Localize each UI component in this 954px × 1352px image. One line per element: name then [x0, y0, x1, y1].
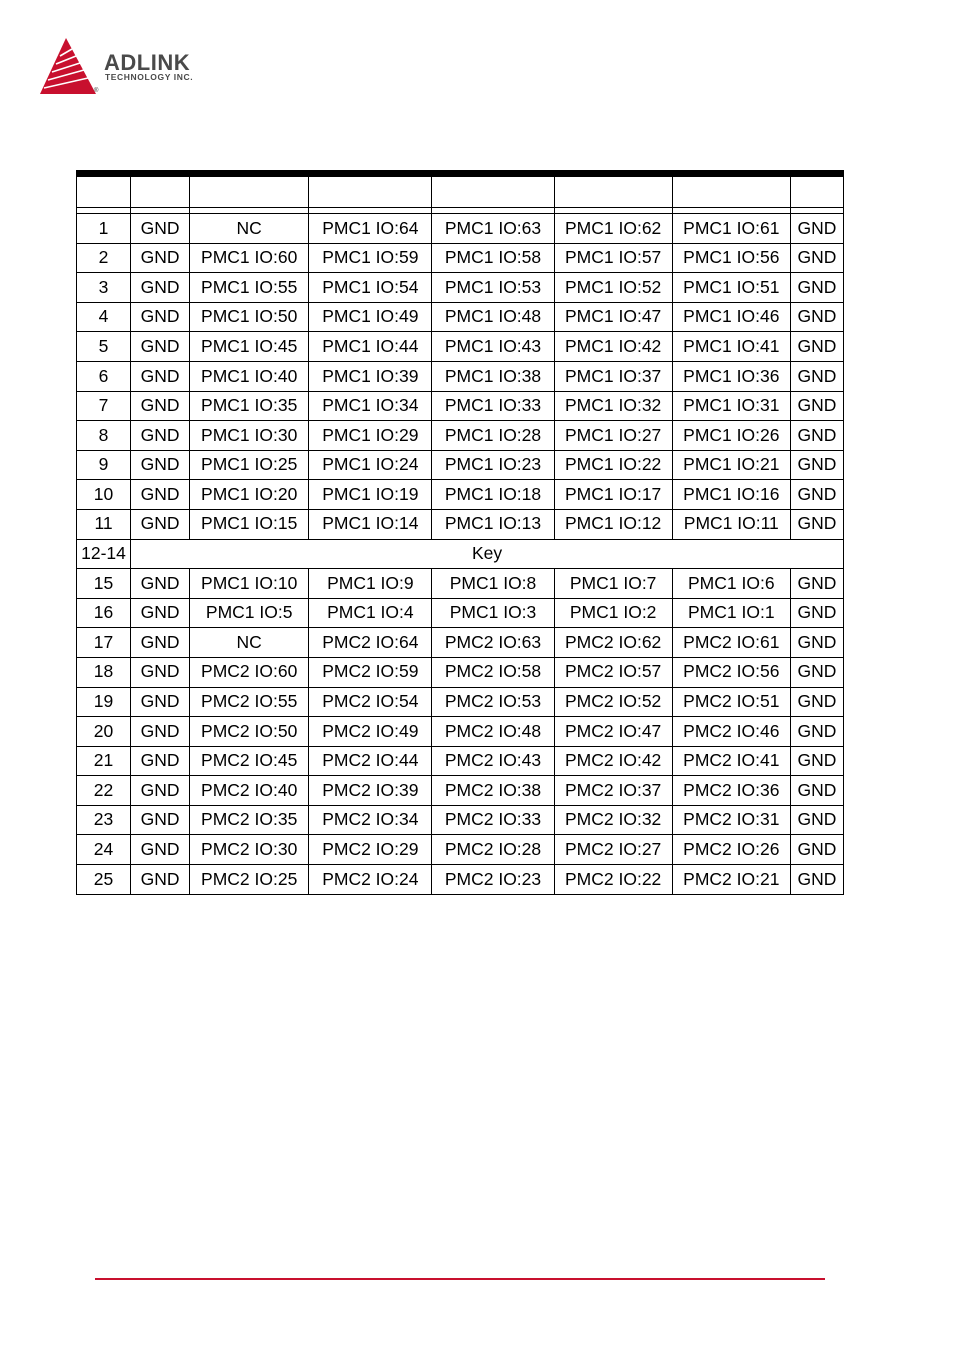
signal-cell: PMC2 IO:30 — [190, 835, 309, 865]
signal-cell: GND — [790, 835, 843, 865]
signal-cell: PMC2 IO:53 — [432, 687, 554, 717]
signal-cell: GND — [131, 805, 190, 835]
signal-cell: PMC1 IO:62 — [554, 214, 672, 244]
signal-cell: GND — [131, 480, 190, 510]
signal-cell: GND — [790, 450, 843, 480]
signal-cell: GND — [131, 657, 190, 687]
table-row — [77, 539, 844, 569]
signal-cell: PMC2 IO:32 — [554, 805, 672, 835]
signal-cell: PMC2 IO:35 — [190, 805, 309, 835]
pin-number-cell: 23 — [77, 805, 131, 835]
signal-cell: GND — [790, 302, 843, 332]
signal-cell: GND — [131, 569, 190, 599]
signal-cell: PMC2 IO:44 — [309, 746, 432, 776]
table-row — [77, 302, 844, 332]
signal-cell: PMC1 IO:2 — [554, 598, 672, 628]
signal-cell: PMC2 IO:43 — [432, 746, 554, 776]
signal-cell: GND — [131, 776, 190, 806]
pin-number-cell: 4 — [77, 302, 131, 332]
signal-cell: NC — [190, 214, 309, 244]
pin-number-cell: 2 — [77, 243, 131, 273]
signal-cell: PMC2 IO:56 — [672, 657, 790, 687]
signal-cell: GND — [131, 273, 190, 303]
signal-cell: PMC2 IO:41 — [672, 746, 790, 776]
signal-cell: GND — [131, 687, 190, 717]
signal-cell: GND — [131, 509, 190, 539]
table-row — [77, 421, 844, 451]
signal-cell: PMC1 IO:47 — [554, 302, 672, 332]
signal-cell: PMC2 IO:55 — [190, 687, 309, 717]
table-row — [77, 657, 844, 687]
table-row — [77, 746, 844, 776]
signal-cell: PMC1 IO:39 — [309, 361, 432, 391]
signal-cell: PMC1 IO:1 — [672, 598, 790, 628]
signal-cell: PMC2 IO:63 — [432, 628, 554, 658]
signal-cell: GND — [790, 509, 843, 539]
signal-cell: PMC2 IO:57 — [554, 657, 672, 687]
header-cell — [77, 177, 131, 208]
header-cell — [554, 177, 672, 208]
table-row — [77, 835, 844, 865]
pin-number-cell: 10 — [77, 480, 131, 510]
table-row — [77, 480, 844, 510]
pin-number-cell: 16 — [77, 598, 131, 628]
pin-number-cell: 12-14 — [77, 539, 131, 569]
signal-cell: PMC2 IO:59 — [309, 657, 432, 687]
signal-cell: GND — [131, 835, 190, 865]
signal-cell: GND — [131, 391, 190, 421]
signal-cell: PMC2 IO:40 — [190, 776, 309, 806]
signal-cell: PMC1 IO:57 — [554, 243, 672, 273]
signal-cell: GND — [131, 450, 190, 480]
signal-cell: PMC2 IO:54 — [309, 687, 432, 717]
pin-number-cell: 15 — [77, 569, 131, 599]
signal-cell: PMC2 IO:34 — [309, 805, 432, 835]
table-row — [77, 214, 844, 244]
signal-cell: PMC2 IO:28 — [432, 835, 554, 865]
signal-cell: PMC2 IO:60 — [190, 657, 309, 687]
signal-cell: PMC2 IO:46 — [672, 717, 790, 747]
header-cell — [131, 177, 190, 208]
footer-rule — [95, 1278, 825, 1280]
table-row — [77, 687, 844, 717]
signal-cell: PMC2 IO:48 — [432, 717, 554, 747]
signal-cell: GND — [790, 687, 843, 717]
signal-cell: PMC1 IO:24 — [309, 450, 432, 480]
signal-cell: GND — [131, 421, 190, 451]
signal-cell: PMC1 IO:15 — [190, 509, 309, 539]
signal-cell: PMC2 IO:37 — [554, 776, 672, 806]
signal-cell: PMC1 IO:64 — [309, 214, 432, 244]
signal-cell: GND — [790, 717, 843, 747]
table-row — [77, 509, 844, 539]
signal-cell: PMC1 IO:5 — [190, 598, 309, 628]
signal-cell: GND — [131, 717, 190, 747]
company-logo — [38, 36, 238, 100]
signal-cell: PMC2 IO:39 — [309, 776, 432, 806]
signal-cell: PMC1 IO:6 — [672, 569, 790, 599]
signal-cell: GND — [131, 598, 190, 628]
table-row — [77, 243, 844, 273]
signal-cell: PMC1 IO:27 — [554, 421, 672, 451]
signal-cell: GND — [790, 746, 843, 776]
pin-number-cell: 1 — [77, 214, 131, 244]
signal-cell: PMC1 IO:38 — [432, 361, 554, 391]
header-cell — [432, 177, 554, 208]
signal-cell: PMC2 IO:33 — [432, 805, 554, 835]
signal-cell: PMC2 IO:50 — [190, 717, 309, 747]
signal-cell: PMC1 IO:20 — [190, 480, 309, 510]
signal-cell: PMC1 IO:29 — [309, 421, 432, 451]
table-header-row — [77, 177, 844, 208]
signal-cell: PMC2 IO:58 — [432, 657, 554, 687]
signal-cell: PMC1 IO:19 — [309, 480, 432, 510]
signal-cell: PMC1 IO:58 — [432, 243, 554, 273]
adlink-triangle-icon — [38, 36, 98, 98]
signal-cell: PMC1 IO:17 — [554, 480, 672, 510]
table-row — [77, 391, 844, 421]
signal-cell: PMC1 IO:53 — [432, 273, 554, 303]
signal-cell: PMC2 IO:64 — [309, 628, 432, 658]
table-row — [77, 805, 844, 835]
signal-cell: PMC2 IO:36 — [672, 776, 790, 806]
signal-cell: GND — [790, 214, 843, 244]
signal-cell: PMC1 IO:43 — [432, 332, 554, 362]
signal-cell: PMC1 IO:33 — [432, 391, 554, 421]
pin-assignment-table — [76, 170, 844, 895]
table-row — [77, 628, 844, 658]
signal-cell: NC — [190, 628, 309, 658]
signal-cell: GND — [790, 776, 843, 806]
signal-cell: PMC2 IO:25 — [190, 865, 309, 895]
signal-cell: PMC1 IO:48 — [432, 302, 554, 332]
signal-cell: PMC2 IO:26 — [672, 835, 790, 865]
table-row — [77, 273, 844, 303]
pin-number-cell: 5 — [77, 332, 131, 362]
signal-cell: GND — [131, 628, 190, 658]
pin-number-cell: 25 — [77, 865, 131, 895]
signal-cell: PMC2 IO:62 — [554, 628, 672, 658]
signal-cell: PMC2 IO:49 — [309, 717, 432, 747]
table-row — [77, 569, 844, 599]
signal-cell: PMC2 IO:45 — [190, 746, 309, 776]
signal-cell: PMC1 IO:25 — [190, 450, 309, 480]
registered-mark: ® — [94, 88, 99, 94]
signal-cell: PMC1 IO:16 — [672, 480, 790, 510]
signal-cell: PMC1 IO:12 — [554, 509, 672, 539]
pin-number-cell: 11 — [77, 509, 131, 539]
signal-cell: GND — [131, 243, 190, 273]
signal-cell: PMC1 IO:35 — [190, 391, 309, 421]
signal-cell: PMC1 IO:23 — [432, 450, 554, 480]
signal-cell: PMC1 IO:22 — [554, 450, 672, 480]
signal-cell: PMC1 IO:13 — [432, 509, 554, 539]
signal-cell: GND — [790, 805, 843, 835]
signal-cell: PMC1 IO:14 — [309, 509, 432, 539]
signal-cell: PMC2 IO:42 — [554, 746, 672, 776]
table-row — [77, 450, 844, 480]
pin-number-cell: 3 — [77, 273, 131, 303]
signal-cell: PMC1 IO:30 — [190, 421, 309, 451]
signal-cell: PMC1 IO:28 — [432, 421, 554, 451]
header-cell — [790, 177, 843, 208]
signal-cell: PMC2 IO:38 — [432, 776, 554, 806]
signal-cell: PMC1 IO:36 — [672, 361, 790, 391]
pin-number-cell: 9 — [77, 450, 131, 480]
signal-cell: PMC2 IO:24 — [309, 865, 432, 895]
signal-cell: PMC1 IO:52 — [554, 273, 672, 303]
signal-cell: PMC2 IO:21 — [672, 865, 790, 895]
signal-cell: GND — [790, 657, 843, 687]
signal-cell: GND — [131, 746, 190, 776]
signal-cell: GND — [790, 569, 843, 599]
signal-cell: GND — [790, 421, 843, 451]
pin-number-cell: 8 — [77, 421, 131, 451]
signal-cell: PMC1 IO:59 — [309, 243, 432, 273]
key-cell: Key — [131, 539, 844, 569]
table-row — [77, 332, 844, 362]
signal-cell: PMC2 IO:31 — [672, 805, 790, 835]
signal-cell: PMC1 IO:8 — [432, 569, 554, 599]
signal-cell: PMC2 IO:29 — [309, 835, 432, 865]
signal-cell: GND — [790, 391, 843, 421]
brand-tagline: TECHNOLOGY INC. — [105, 72, 194, 82]
table-row — [77, 776, 844, 806]
signal-cell: GND — [131, 302, 190, 332]
pin-number-cell: 7 — [77, 391, 131, 421]
signal-cell: PMC1 IO:56 — [672, 243, 790, 273]
signal-cell: GND — [790, 243, 843, 273]
signal-cell: PMC1 IO:51 — [672, 273, 790, 303]
signal-cell: PMC1 IO:54 — [309, 273, 432, 303]
signal-cell: PMC1 IO:31 — [672, 391, 790, 421]
signal-cell: PMC1 IO:42 — [554, 332, 672, 362]
table-row — [77, 717, 844, 747]
signal-cell: PMC2 IO:22 — [554, 865, 672, 895]
signal-cell: PMC1 IO:10 — [190, 569, 309, 599]
signal-cell: PMC1 IO:34 — [309, 391, 432, 421]
signal-cell: GND — [790, 273, 843, 303]
header-cell — [309, 177, 432, 208]
pin-number-cell: 24 — [77, 835, 131, 865]
signal-cell: PMC1 IO:26 — [672, 421, 790, 451]
signal-cell: PMC1 IO:41 — [672, 332, 790, 362]
table-row — [77, 361, 844, 391]
signal-cell: PMC1 IO:37 — [554, 361, 672, 391]
signal-cell: PMC1 IO:11 — [672, 509, 790, 539]
pin-table-body — [77, 214, 844, 895]
header-cell — [190, 177, 309, 208]
signal-cell: PMC2 IO:52 — [554, 687, 672, 717]
signal-cell: PMC1 IO:4 — [309, 598, 432, 628]
pin-number-cell: 18 — [77, 657, 131, 687]
signal-cell: GND — [131, 332, 190, 362]
signal-cell: GND — [790, 865, 843, 895]
signal-cell: PMC1 IO:46 — [672, 302, 790, 332]
signal-cell: PMC1 IO:63 — [432, 214, 554, 244]
brand-name: ADLINK — [104, 50, 191, 75]
signal-cell: PMC1 IO:7 — [554, 569, 672, 599]
pin-number-cell: 20 — [77, 717, 131, 747]
signal-cell: GND — [790, 628, 843, 658]
signal-cell: GND — [790, 361, 843, 391]
signal-cell: PMC2 IO:27 — [554, 835, 672, 865]
signal-cell: PMC1 IO:32 — [554, 391, 672, 421]
signal-cell: PMC1 IO:40 — [190, 361, 309, 391]
signal-cell: PMC1 IO:61 — [672, 214, 790, 244]
signal-cell: GND — [131, 361, 190, 391]
pin-number-cell: 21 — [77, 746, 131, 776]
signal-cell: PMC2 IO:47 — [554, 717, 672, 747]
signal-cell: PMC1 IO:55 — [190, 273, 309, 303]
signal-cell: PMC1 IO:49 — [309, 302, 432, 332]
signal-cell: PMC1 IO:9 — [309, 569, 432, 599]
signal-cell: PMC1 IO:60 — [190, 243, 309, 273]
signal-cell: GND — [790, 480, 843, 510]
pin-number-cell: 6 — [77, 361, 131, 391]
signal-cell: PMC2 IO:23 — [432, 865, 554, 895]
signal-cell: PMC1 IO:3 — [432, 598, 554, 628]
signal-cell: GND — [790, 332, 843, 362]
signal-cell: PMC1 IO:44 — [309, 332, 432, 362]
pin-number-cell: 17 — [77, 628, 131, 658]
signal-cell: GND — [131, 214, 190, 244]
signal-cell: PMC1 IO:45 — [190, 332, 309, 362]
signal-cell: GND — [790, 598, 843, 628]
signal-cell: PMC1 IO:50 — [190, 302, 309, 332]
signal-cell: PMC1 IO:18 — [432, 480, 554, 510]
header-cell — [672, 177, 790, 208]
signal-cell: PMC1 IO:21 — [672, 450, 790, 480]
signal-cell: PMC2 IO:51 — [672, 687, 790, 717]
signal-cell: GND — [131, 865, 190, 895]
pin-number-cell: 22 — [77, 776, 131, 806]
table-row — [77, 865, 844, 895]
table-row — [77, 598, 844, 628]
signal-cell: PMC2 IO:61 — [672, 628, 790, 658]
pin-number-cell: 19 — [77, 687, 131, 717]
